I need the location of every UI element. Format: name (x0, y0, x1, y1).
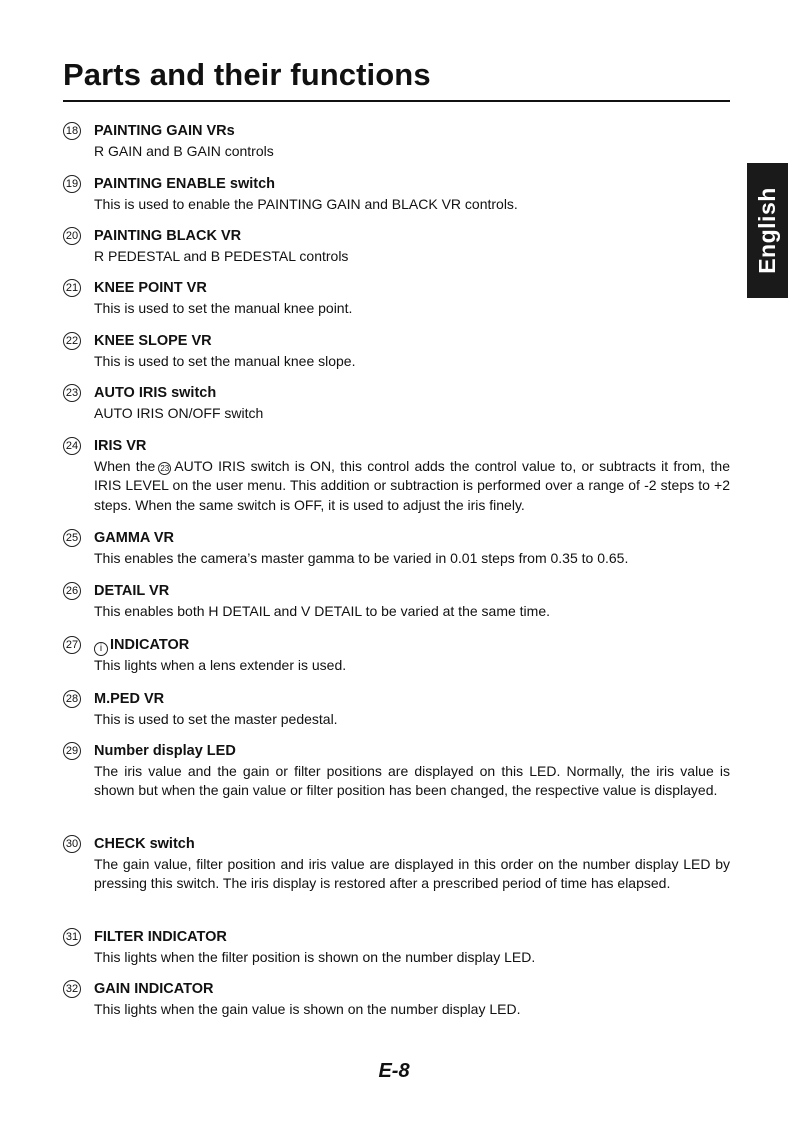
item-description: AUTO IRIS ON/OFF switch (94, 404, 264, 421)
item-heading: IRIS VR (94, 438, 147, 454)
list-item-32 (63, 980, 730, 1019)
item-heading: DETAIL VR (94, 583, 170, 599)
item-heading: GAIN INDICATOR (94, 981, 214, 997)
item-number-18: 18 (63, 122, 81, 140)
item-description (94, 457, 730, 516)
item-description: This is used to set the manual knee point. (94, 299, 353, 316)
item-heading: CHECK switch (94, 836, 195, 852)
item-heading: PAINTING ENABLE switch (94, 176, 275, 192)
item-number-20: 20 (63, 227, 81, 245)
item-description: This lights when the gain value is shown on the number display LED. (94, 1000, 521, 1017)
item-description: This lights when a lens extender is used. (94, 657, 347, 673)
item-number-28: 28 (63, 690, 81, 708)
item-number-29: 29 (63, 742, 81, 760)
item-number-31: 31 (63, 928, 81, 946)
item-description-lead: When the (94, 457, 156, 474)
item-description: This is used to enable the PAINTING GAIN and BLACK VR controls. (94, 195, 518, 212)
list-item-29 (63, 742, 730, 801)
list-item-20 (63, 227, 730, 266)
item-heading: PAINTING GAIN VRs (94, 123, 235, 139)
list-item-19 (63, 175, 730, 214)
page-title: Parts and their functions (63, 57, 431, 92)
item-number-25: 25 (63, 529, 81, 547)
list-item-26 (63, 582, 730, 621)
item-description: This is used to set the manual knee slope. (94, 352, 356, 369)
item-description: The gain value, filter position and iris value are displayed in this order on the number display LED by pressing this switch. The iris display is restored after a prescribed period of time has elapsed. (94, 855, 730, 891)
list-item-24 (63, 437, 730, 515)
item-description: This enables both H DETAIL and V DETAIL to be varied at the same time. (94, 602, 550, 619)
item-number-23: 23 (63, 384, 81, 402)
cross-reference-23: 23 (158, 462, 171, 475)
list-item-25 (63, 529, 730, 568)
page-number: E-8 (378, 1060, 410, 1082)
title-rule (63, 100, 730, 102)
language-tab-label: English (754, 187, 780, 274)
item-description: R GAIN and B GAIN controls (94, 142, 274, 159)
item-description: This enables the camera’s master gamma to be varied in 0.01 steps from 0.35 to 0.65. (94, 549, 629, 566)
list-item-23 (63, 384, 730, 423)
item-heading: KNEE POINT VR (94, 280, 207, 296)
item-heading: GAMMA VR (94, 530, 175, 546)
extender-indicator-icon: i (94, 642, 108, 656)
item-description: The iris value and the gain or filter positions are displayed on this LED. Normally, the iris value is shown but when the gain value or filter position has been changed, the respective value is displayed. (94, 762, 730, 798)
item-heading: FILTER INDICATOR (94, 929, 227, 945)
item-heading: Number display LED (94, 743, 236, 759)
item-number-26: 26 (63, 582, 81, 600)
list-item-21 (63, 279, 730, 318)
item-heading: KNEE SLOPE VR (94, 333, 212, 349)
item-heading: M.PED VR (94, 691, 165, 707)
item-description: This is used to set the master pedestal. (94, 710, 338, 727)
item-number-32: 32 (63, 980, 81, 998)
item-number-27: 27 (63, 636, 81, 654)
list-item-28 (63, 690, 730, 729)
list-item-27 (63, 636, 730, 676)
item-number-30: 30 (63, 835, 81, 853)
item-description: R PEDESTAL and B PEDESTAL controls (94, 247, 349, 264)
item-description-text: AUTO IRIS switch is ON, this control adds the control value to, or subtracts it from, the IRIS LEVEL on the user menu. This addition or subtraction is performed over a range of -2 steps to +2 steps. When the same switch is OFF, it is used to adjust the iris finely. (94, 457, 730, 513)
item-number-19: 19 (63, 175, 81, 193)
item-description: This lights when the filter position is shown on the number display LED. (94, 948, 536, 965)
list-item-18 (63, 122, 730, 161)
list-item-30 (63, 835, 730, 894)
item-heading-text: INDICATOR (110, 637, 190, 653)
item-number-22: 22 (63, 332, 81, 350)
item-number-24: 24 (63, 437, 81, 455)
language-tab (747, 163, 788, 298)
item-heading (94, 636, 730, 656)
list-item-31 (63, 928, 730, 967)
item-heading: AUTO IRIS switch (94, 385, 217, 401)
item-heading: PAINTING BLACK VR (94, 228, 242, 244)
list-item-22 (63, 332, 730, 371)
item-number-21: 21 (63, 279, 81, 297)
